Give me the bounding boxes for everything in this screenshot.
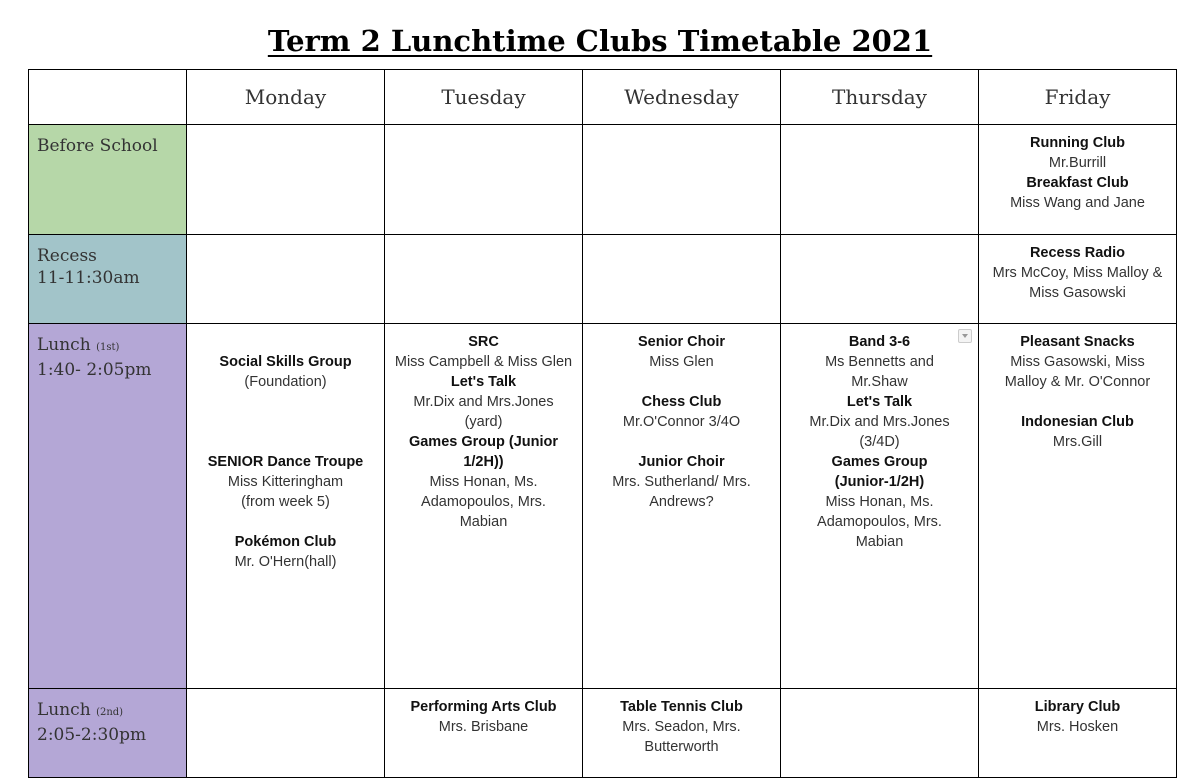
corner-cell — [29, 70, 187, 125]
cell-lunch2-wednesday[interactable] — [583, 689, 781, 778]
page-title: Term 2 Lunchtime Clubs Timetable 2021 — [267, 24, 933, 58]
day-header-tuesday[interactable]: Tuesday — [385, 70, 583, 125]
club-name: Running Club — [1029, 135, 1126, 151]
row-label-lunch-second[interactable] — [29, 689, 187, 778]
cell-lunch1-monday[interactable] — [187, 324, 385, 689]
cell-lunch2-thursday[interactable] — [781, 689, 979, 778]
club-staff: Miss Gasowski, Miss Malloy & Mr. O'Connor — [1004, 354, 1151, 390]
club-name: Games Group (Junior-1/2H) — [831, 454, 928, 490]
cell-before-monday[interactable] — [187, 125, 385, 235]
club-staff: Mr.Dix and Mrs.Jones (3/4D) — [809, 414, 950, 450]
row-label-text: Lunch — [37, 335, 91, 355]
cell-lunch1-tuesday[interactable] — [385, 324, 583, 689]
club-name: Band 3-6 — [848, 334, 911, 350]
timetable — [28, 69, 1177, 778]
club-staff: Miss Kitteringham (from week 5) — [227, 474, 344, 510]
cell-recess-monday[interactable] — [187, 235, 385, 324]
club-name: Indonesian Club — [1021, 414, 1134, 430]
club-staff: Mr.Burrill — [1048, 155, 1107, 171]
club-name: Games Group (Junior 1/2H)) — [408, 434, 559, 470]
day-header-friday[interactable]: Friday — [979, 70, 1177, 125]
club-name: Let's Talk — [846, 394, 913, 410]
cell-lunch2-monday[interactable] — [187, 689, 385, 778]
club-staff: Miss Honan, Ms. Adamopoulos, Mrs. Mabian — [421, 474, 546, 530]
club-staff: Mr. O'Hern(hall) — [234, 554, 337, 570]
row-lunch-first — [29, 324, 1177, 689]
row-recess — [29, 235, 1177, 324]
cell-lunch1-thursday[interactable] — [781, 324, 979, 689]
cell-before-wednesday[interactable] — [583, 125, 781, 235]
club-name: Performing Arts Club — [410, 699, 557, 715]
club-staff: Miss Glen — [649, 354, 714, 370]
club-staff: Miss Campbell & Miss Glen — [394, 354, 573, 370]
header-row — [29, 70, 1177, 125]
cell-lunch1-wednesday[interactable] — [583, 324, 781, 689]
club-staff: Mr.O'Connor 3/4O — [622, 414, 741, 430]
row-label-time: 2:05-2:30pm — [37, 725, 147, 745]
club-name: Library Club — [1034, 699, 1121, 715]
club-staff: Mrs.Gill — [1052, 434, 1103, 450]
row-label-sub: (2nd) — [96, 707, 124, 718]
day-header-thursday[interactable]: Thursday — [781, 70, 979, 125]
cell-recess-wednesday[interactable] — [583, 235, 781, 324]
cell-recess-thursday[interactable] — [781, 235, 979, 324]
row-label-before-school[interactable] — [29, 125, 187, 235]
row-label-sub: (1st) — [96, 342, 120, 353]
club-name: Let's Talk — [450, 374, 517, 390]
club-name: Social Skills Group — [219, 354, 352, 370]
club-staff: Mrs. Hosken — [1036, 719, 1119, 735]
club-name: Junior Choir — [638, 454, 725, 470]
cell-lunch2-friday[interactable] — [979, 689, 1177, 778]
club-staff: Ms Bennetts and Mr.Shaw — [825, 354, 934, 390]
cell-lunch2-tuesday[interactable] — [385, 689, 583, 778]
row-label-text: Lunch — [37, 700, 91, 720]
row-label-lunch-first[interactable] — [29, 324, 187, 689]
dropdown-arrow-icon[interactable] — [958, 329, 972, 343]
row-label-text: Before School — [37, 136, 158, 156]
day-header-monday[interactable]: Monday — [187, 70, 385, 125]
club-name: Senior Choir — [637, 334, 725, 350]
club-name: Recess Radio — [1029, 245, 1126, 261]
club-name: SENIOR Dance Troupe — [207, 454, 364, 470]
row-label-text: Recess — [37, 246, 97, 266]
cell-before-tuesday[interactable] — [385, 125, 583, 235]
row-label-recess[interactable] — [29, 235, 187, 324]
club-staff: Mrs McCoy, Miss Malloy & Miss Gasowski — [992, 265, 1163, 301]
row-label-time: 11-11:30am — [37, 268, 140, 288]
club-staff: Mrs. Seadon, Mrs. Butterworth — [622, 719, 741, 755]
row-before-school — [29, 125, 1177, 235]
club-name: Pokémon Club — [234, 534, 337, 550]
club-name: Pleasant Snacks — [1020, 334, 1135, 350]
club-staff: (Foundation) — [244, 374, 327, 390]
club-staff: Miss Honan, Ms. Adamopoulos, Mrs. Mabian — [817, 494, 942, 550]
cell-recess-friday[interactable] — [979, 235, 1177, 324]
cell-before-thursday[interactable] — [781, 125, 979, 235]
club-staff: Mrs. Sutherland/ Mrs. Andrews? — [612, 474, 751, 510]
club-staff: Mrs. Brisbane — [438, 719, 529, 735]
club-staff: Mr.Dix and Mrs.Jones (yard) — [413, 394, 554, 430]
club-name: Breakfast Club — [1026, 175, 1129, 191]
row-label-time: 1:40- 2:05pm — [37, 360, 152, 380]
row-lunch-second — [29, 689, 1177, 778]
cell-lunch1-friday[interactable] — [979, 324, 1177, 689]
club-name: SRC — [468, 334, 499, 350]
cell-before-friday[interactable] — [979, 125, 1177, 235]
day-header-wednesday[interactable]: Wednesday — [583, 70, 781, 125]
club-name: Chess Club — [641, 394, 722, 410]
club-name: Table Tennis Club — [620, 699, 743, 715]
club-staff: Miss Wang and Jane — [1010, 195, 1145, 211]
cell-recess-tuesday[interactable] — [385, 235, 583, 324]
